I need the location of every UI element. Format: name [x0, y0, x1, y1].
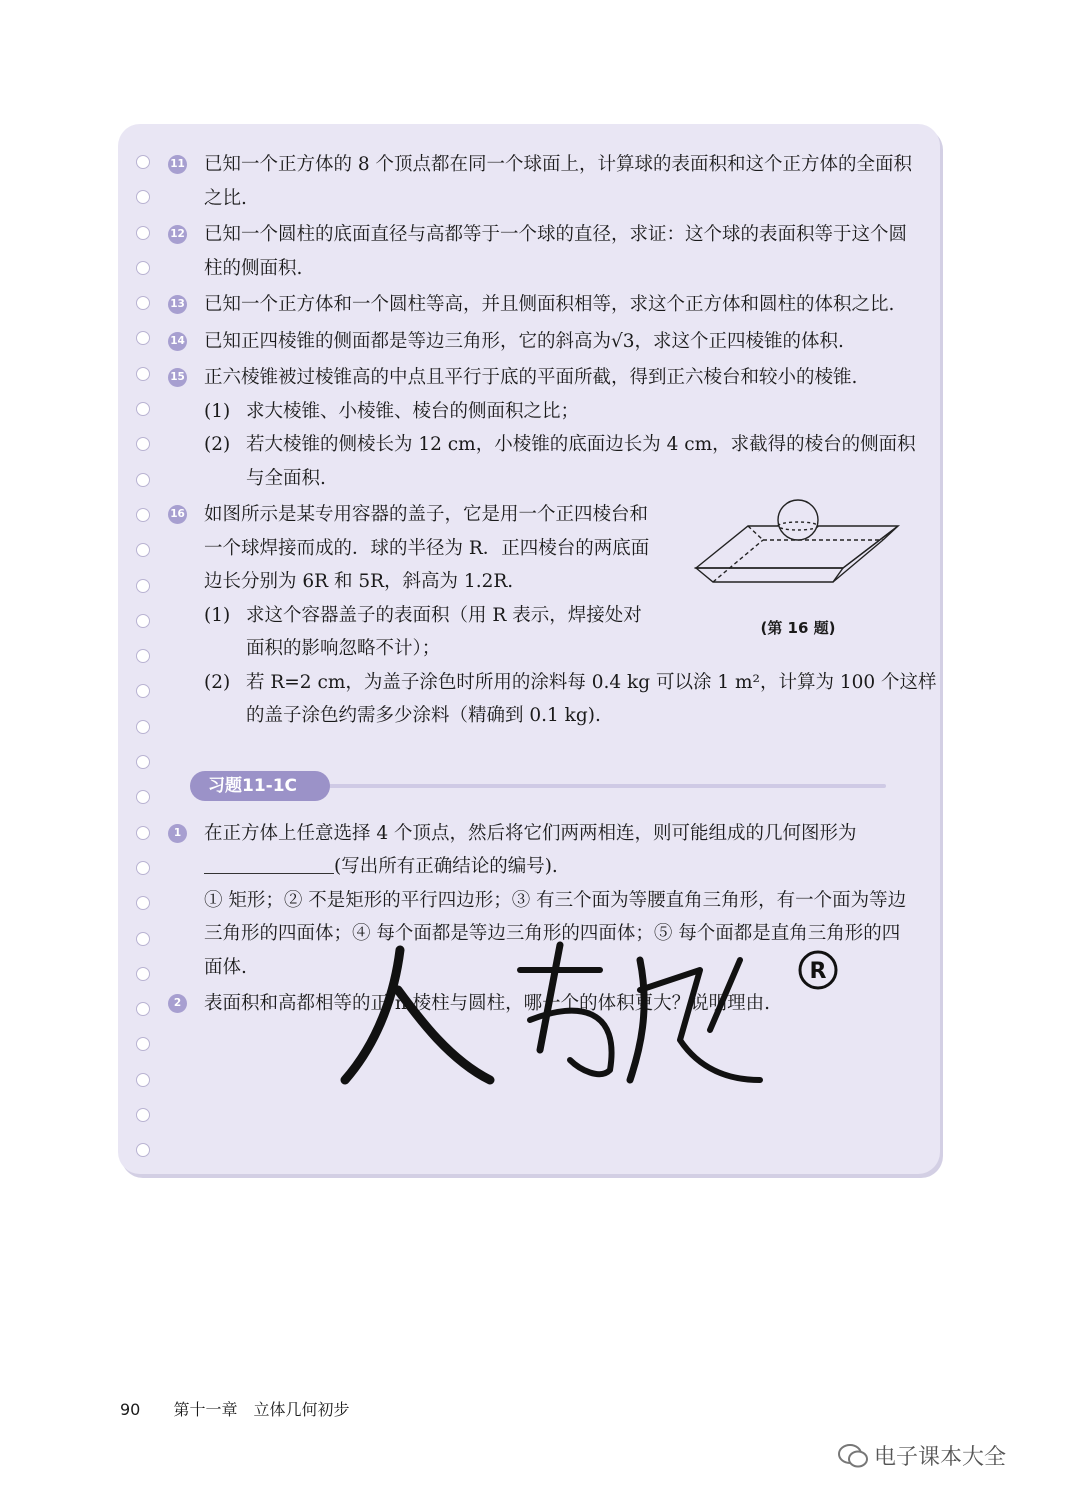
page-footer	[120, 1397, 349, 1420]
exercise-content	[168, 148, 937, 1024]
binder-rings	[136, 155, 152, 1179]
sub-question	[204, 666, 946, 733]
problem-14	[168, 325, 918, 359]
section-title: 习题11-1C	[190, 771, 330, 801]
problem-number-badge: 12	[168, 225, 187, 244]
problem-11	[168, 148, 918, 215]
figure-16	[693, 498, 903, 646]
sub-question	[204, 428, 918, 495]
problem-16	[168, 498, 937, 733]
problem-number-badge: 15	[168, 368, 187, 387]
sub-question-label: (2)	[204, 671, 231, 693]
chapter-title: 第十一章 立体几何初步	[173, 1400, 350, 1419]
sub-question-text: 若 R=2 cm，为盖子涂色时所用的涂料每 0.4 kg 可以涂 1 m²，计算为 100 个这样的盖子涂色约需多少涂料（精确到 0.1 kg).	[246, 671, 937, 726]
problem-text: 已知一个正方体和一个圆柱等高，并且侧面积相等，求这个正方体和圆柱的体积之比.	[204, 294, 895, 315]
wechat-watermark	[838, 1440, 1006, 1475]
wechat-account-name: 电子课本大全	[874, 1445, 1007, 1470]
problem-number-badge: 1	[168, 824, 187, 843]
problem-13	[168, 288, 918, 322]
sub-question-text: 若大棱锥的侧棱长为 12 cm，小棱锥的底面边长为 4 cm，求截得的棱台的侧面积与全面积.	[246, 434, 916, 489]
problem-number-badge: 11	[168, 155, 187, 174]
problem-12	[168, 218, 918, 285]
sub-question-text: 求大棱锥、小棱锥、棱台的侧面积之比；	[246, 400, 580, 422]
problem-text: (写出所有正确结论的编号).	[334, 856, 558, 877]
problem-text: 在正方体上任意选择 4 个顶点，然后将它们两两相连，则可能组成的几何图形为	[204, 822, 857, 844]
problem-number-badge: 2	[168, 994, 187, 1013]
sub-question-label: (1)	[204, 400, 231, 422]
page-number: 90	[120, 1400, 141, 1419]
problem-text: 正六棱锥被过棱锥高的中点且平行于底的平面所截，得到正六棱台和较小的棱锥.	[204, 367, 858, 388]
publisher-logo-watermark	[340, 930, 850, 1090]
svg-text:R: R	[809, 959, 827, 984]
wechat-icon	[838, 1443, 868, 1475]
problem-number-badge: 16	[168, 505, 187, 524]
figure-caption: (第 16 题)	[760, 619, 836, 637]
sub-question	[204, 599, 659, 666]
problem-text: 已知正四棱锥的侧面都是等边三角形，它的斜高为√3，求这个正四棱锥的体积.	[204, 330, 844, 352]
answer-blank	[204, 855, 334, 874]
problem-text: 表面积和高都相等的正 n 棱柱与圆柱，哪一个的体积更大？说明理由.	[204, 993, 771, 1014]
section-rule	[318, 784, 886, 788]
problem-text: 已知一个正方体的 8 个顶点都在同一个球面上，计算球的表面积和这个正方体的全面积之比.	[204, 154, 913, 209]
sub-question-label: (2)	[204, 434, 231, 455]
problem-15	[168, 361, 918, 495]
section-header	[168, 767, 918, 807]
problem-number-badge: 13	[168, 295, 187, 314]
answer-options: ① 矩形；② 不是矩形的平行四边形；③ 有三个面为等腰直角三角形，有一个面为等边三角形的四面体；④ 每个面都是等边三角形的四面体；⑤ 每个面都是直角三角形的四面体.	[204, 889, 907, 978]
problem-text: 如图所示是某专用容器的盖子，它是用一个正四棱台和一个球焊接而成的．球的半径为 R．正四棱台的两底面边长分别为 6R 和 5R，斜高为 1.2R.	[204, 504, 650, 592]
frustum-sphere-diagram	[693, 498, 903, 608]
sub-question-label: (1)	[204, 604, 231, 626]
sub-question	[204, 395, 918, 429]
sub-question-text: 求这个容器盖子的表面积（用 R 表示，焊接处对面积的影响忽略不计）；	[246, 604, 642, 659]
problem-text: 已知一个圆柱的底面直径与高都等于一个球的直径，求证：这个球的表面积等于这个圆柱的侧面积.	[204, 224, 908, 279]
problem-number-badge: 14	[168, 332, 187, 351]
